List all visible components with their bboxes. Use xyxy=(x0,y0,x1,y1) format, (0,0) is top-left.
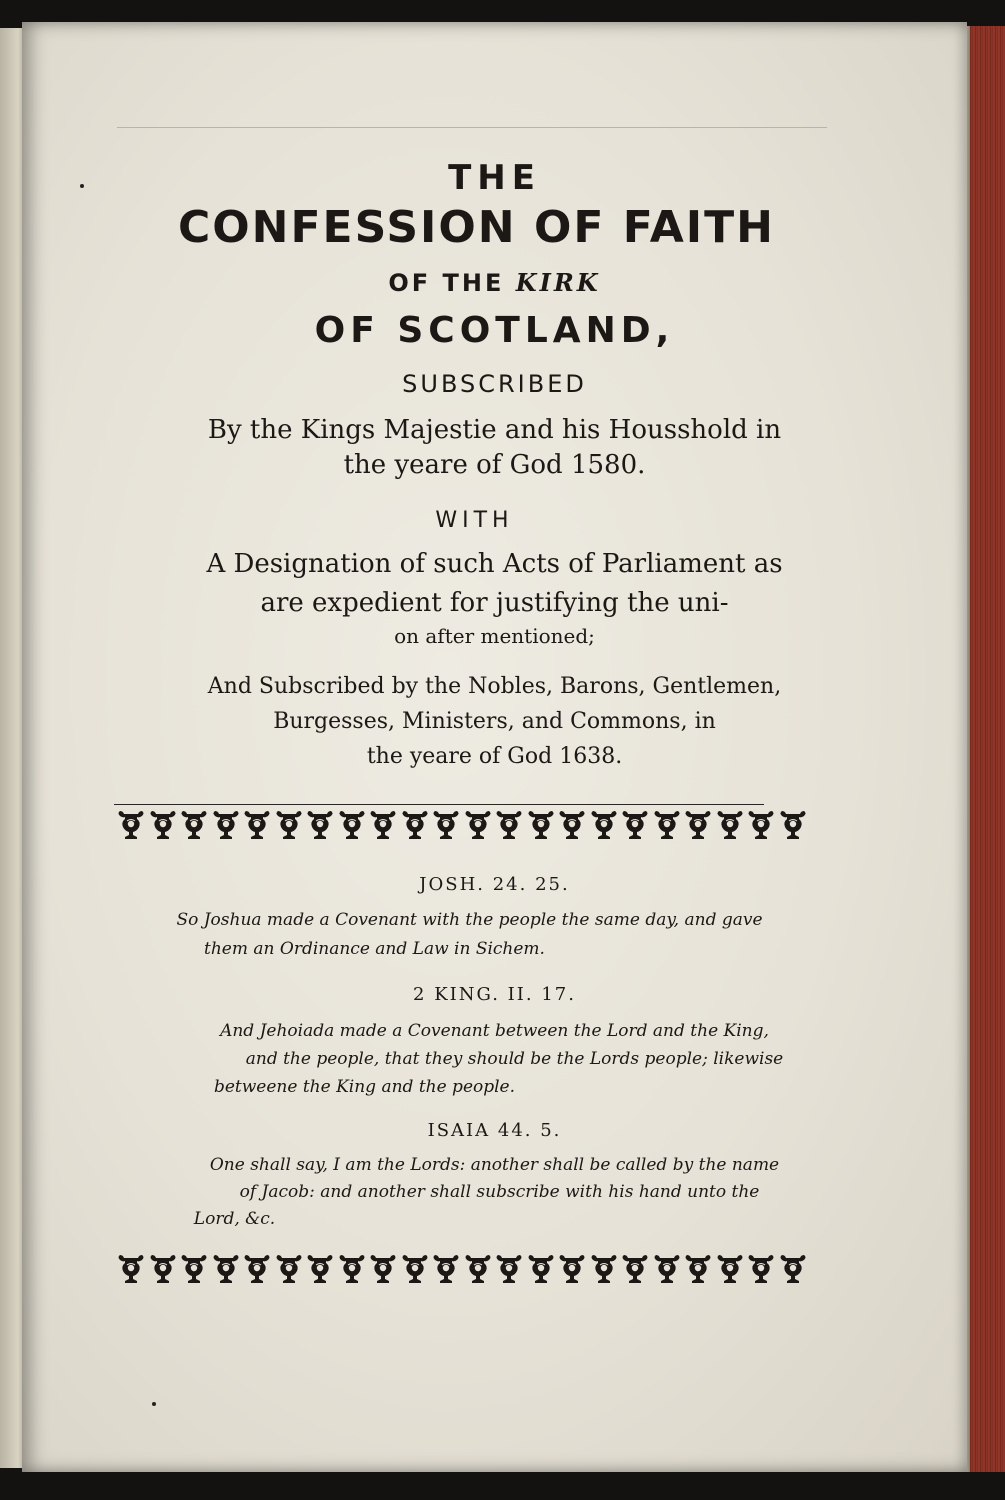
urn-fleuron-icon xyxy=(747,1254,775,1284)
verse-2-reference: 2 KING. II. 17. xyxy=(413,984,576,1005)
urn-fleuron-icon xyxy=(464,1254,492,1284)
urn-fleuron-icon xyxy=(401,810,429,840)
also-line-1: And Subscribed by the Nobles, Barons, Gentlemen, xyxy=(207,674,782,699)
urn-fleuron-icon xyxy=(432,1254,460,1284)
verse-2-line-1: And Jehoiada made a Covenant between the Lord and the King, xyxy=(220,1021,769,1041)
urn-fleuron-icon xyxy=(401,1254,429,1284)
urn-fleuron-icon xyxy=(558,810,586,840)
with-line-2: are expedient for justifying the uni- xyxy=(260,588,729,618)
verse-2-line-2: and the people, that they should be the Lords people; likewise xyxy=(245,1049,784,1069)
ornament-border-top xyxy=(117,810,807,840)
title-of-the: OF THE xyxy=(388,269,516,297)
also-line-2: Burgesses, Ministers, and Commons, in xyxy=(273,709,716,734)
with-line-1: A Designation of such Acts of Parliament as xyxy=(206,549,783,579)
urn-fleuron-icon xyxy=(747,810,775,840)
urn-fleuron-icon xyxy=(306,1254,334,1284)
urn-fleuron-icon xyxy=(212,810,240,840)
title-kirk: KIRK xyxy=(515,268,601,297)
urn-fleuron-icon xyxy=(369,1254,397,1284)
title-confession: CONFESSION OF FAITH xyxy=(177,202,775,253)
urn-fleuron-icon xyxy=(590,1254,618,1284)
title-of-scotland: OF SCOTLAND, xyxy=(314,310,675,351)
urn-fleuron-icon xyxy=(590,810,618,840)
ornament-border-bottom xyxy=(117,1254,807,1284)
urn-fleuron-icon xyxy=(653,810,681,840)
urn-fleuron-icon xyxy=(117,1254,145,1284)
urn-fleuron-icon xyxy=(621,1254,649,1284)
urn-fleuron-icon xyxy=(149,810,177,840)
urn-fleuron-icon xyxy=(338,1254,366,1284)
urn-fleuron-icon xyxy=(621,810,649,840)
urn-fleuron-icon xyxy=(716,810,744,840)
urn-fleuron-icon xyxy=(275,1254,303,1284)
ink-spot xyxy=(152,1402,156,1406)
with-heading: WITH xyxy=(435,508,514,533)
also-line-3: the yeare of God 1638. xyxy=(366,744,623,769)
urn-fleuron-icon xyxy=(653,1254,681,1284)
ink-spot xyxy=(80,184,84,188)
verse-3-line-1: One shall say, I am the Lords: another shall be called by the name xyxy=(209,1155,780,1175)
urn-fleuron-icon xyxy=(527,810,555,840)
verse-2-line-3: betweene the King and the people. xyxy=(213,1077,516,1097)
urn-fleuron-icon xyxy=(527,1254,555,1284)
with-line-3: on after mentioned; xyxy=(394,624,595,648)
urn-fleuron-icon xyxy=(495,810,523,840)
ornament-top-rule xyxy=(114,804,764,805)
verse-3-reference: ISAIA 44. 5. xyxy=(427,1120,562,1141)
verse-3-line-2: of Jacob: and another shall subscribe with his hand unto the xyxy=(239,1182,760,1202)
urn-fleuron-icon xyxy=(684,810,712,840)
urn-fleuron-icon xyxy=(779,810,807,840)
urn-fleuron-icon xyxy=(149,1254,177,1284)
urn-fleuron-icon xyxy=(243,1254,271,1284)
urn-fleuron-icon xyxy=(243,810,271,840)
title-page xyxy=(22,22,967,1472)
urn-fleuron-icon xyxy=(432,810,460,840)
urn-fleuron-icon xyxy=(212,1254,240,1284)
urn-fleuron-icon xyxy=(275,810,303,840)
verse-3-line-3: Lord, &c. xyxy=(193,1209,276,1229)
title-the: THE xyxy=(448,158,541,198)
verse-1-line-1: So Joshua made a Covenant with the people the same day, and gave xyxy=(176,910,763,930)
urn-fleuron-icon xyxy=(558,1254,586,1284)
urn-fleuron-icon xyxy=(684,1254,712,1284)
verse-1-line-2: them an Ordinance and Law in Sichem. xyxy=(204,939,545,959)
urn-fleuron-icon xyxy=(180,1254,208,1284)
urn-fleuron-icon xyxy=(180,810,208,840)
subscribed-line-2: the yeare of God 1580. xyxy=(343,450,646,480)
urn-fleuron-icon xyxy=(716,1254,744,1284)
urn-fleuron-icon xyxy=(369,810,397,840)
top-rule xyxy=(117,127,827,128)
subscribed-line-1: By the Kings Majestie and his Housshold in xyxy=(207,415,782,445)
urn-fleuron-icon xyxy=(338,810,366,840)
book-fore-edge xyxy=(962,26,1005,1472)
urn-fleuron-icon xyxy=(464,810,492,840)
urn-fleuron-icon xyxy=(117,810,145,840)
urn-fleuron-icon xyxy=(495,1254,523,1284)
verse-1-reference: JOSH. 24. 25. xyxy=(419,874,570,895)
subscribed-heading: SUBSCRIBED xyxy=(402,370,587,398)
title-of-the-kirk xyxy=(22,268,967,297)
urn-fleuron-icon xyxy=(306,810,334,840)
urn-fleuron-icon xyxy=(779,1254,807,1284)
